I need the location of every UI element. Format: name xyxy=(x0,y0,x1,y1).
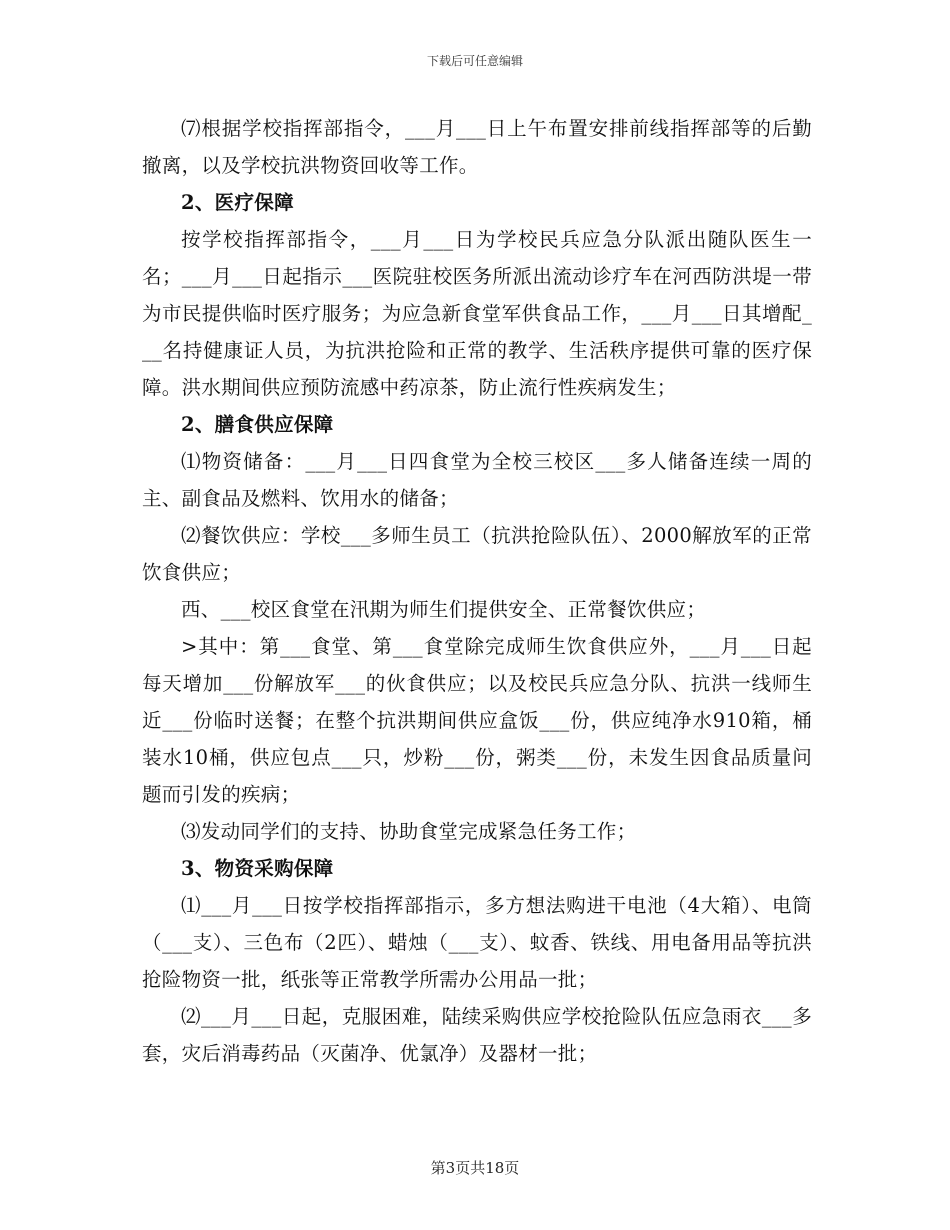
paragraph-students-support: ⑶发动同学们的支持、协助食堂完成紧急任务工作； xyxy=(181,820,637,843)
paragraph-medical: 按学校指挥部指令，___月___日为学校民兵应急分队派出随队医生一名；___月___日起指示___医院驻校医务所派出流动诊疗车在河西防洪堤一带为市民提供临时医疗服务；为应急新食堂军供食品工作，___月___日其增配___名持健康证人员，为抗洪抢险和正常的教学、生活秩序提供可靠的医疗保障。洪水期间供应预防流感中药凉茶，防止流行性疾病发生； xyxy=(142,228,812,399)
section-heading-food: 2、膳食供应保障 xyxy=(181,413,334,436)
page-footer: 第3页共18页 xyxy=(430,1159,520,1177)
section-heading-medical: 2、医疗保障 xyxy=(181,191,294,214)
paragraph-canteen-details: >其中：第___食堂、第___食堂除完成师生饮食供应外，___月___日起每天增加___份解放军___的伙食供应；以及校民兵应急分队、抗洪一线师生近___份临时送餐；在整个抗洪期间供应盒饭___份，供应纯净水910箱，桶装水10桶，供应包点___只，炒粉___份，粥类___份，未发生因食品质量问题而引发的疾病； xyxy=(142,635,812,806)
paragraph-west-campus: 西、___校区食堂在汛期为师生们提供安全、正常餐饮供应； xyxy=(181,598,707,621)
paragraph-item-7: ⑺根据学校指挥部指令，___月___日上午布置安排前线指挥部等的后勤撤离，以及学校抗洪物资回收等工作。 xyxy=(142,117,812,177)
paragraph-food-reserve: ⑴物资储备：___月___日四食堂为全校三校区___多人储备连续一周的主、副食品及燃料、饮用水的储备； xyxy=(142,450,812,510)
document-body xyxy=(142,110,812,1072)
page-header: 下载后可任意编辑 xyxy=(426,54,523,68)
paragraph-procurement-1: ⑴___月___日按学校指挥部指示，多方想法购进干电池（4大箱）、电筒（___支）、三色布（2匹）、蜡烛（___支）、蚊香、铁线、用电备用品等抗洪抢险物资一批，纸张等正常教学所需办公用品一批； xyxy=(142,894,812,991)
paragraph-procurement-2: ⑵___月___日起，克服困难，陆续采购供应学校抢险队伍应急雨衣___多套，灾后消毒药品（灭菌净、优氯净）及器材一批； xyxy=(142,1005,812,1065)
paragraph-food-supply: ⑵餐饮供应：学校___多师生员工（抗洪抢险队伍）、2000解放军的正常饮食供应； xyxy=(142,524,812,584)
section-heading-procurement: 3、物资采购保障 xyxy=(181,857,334,880)
